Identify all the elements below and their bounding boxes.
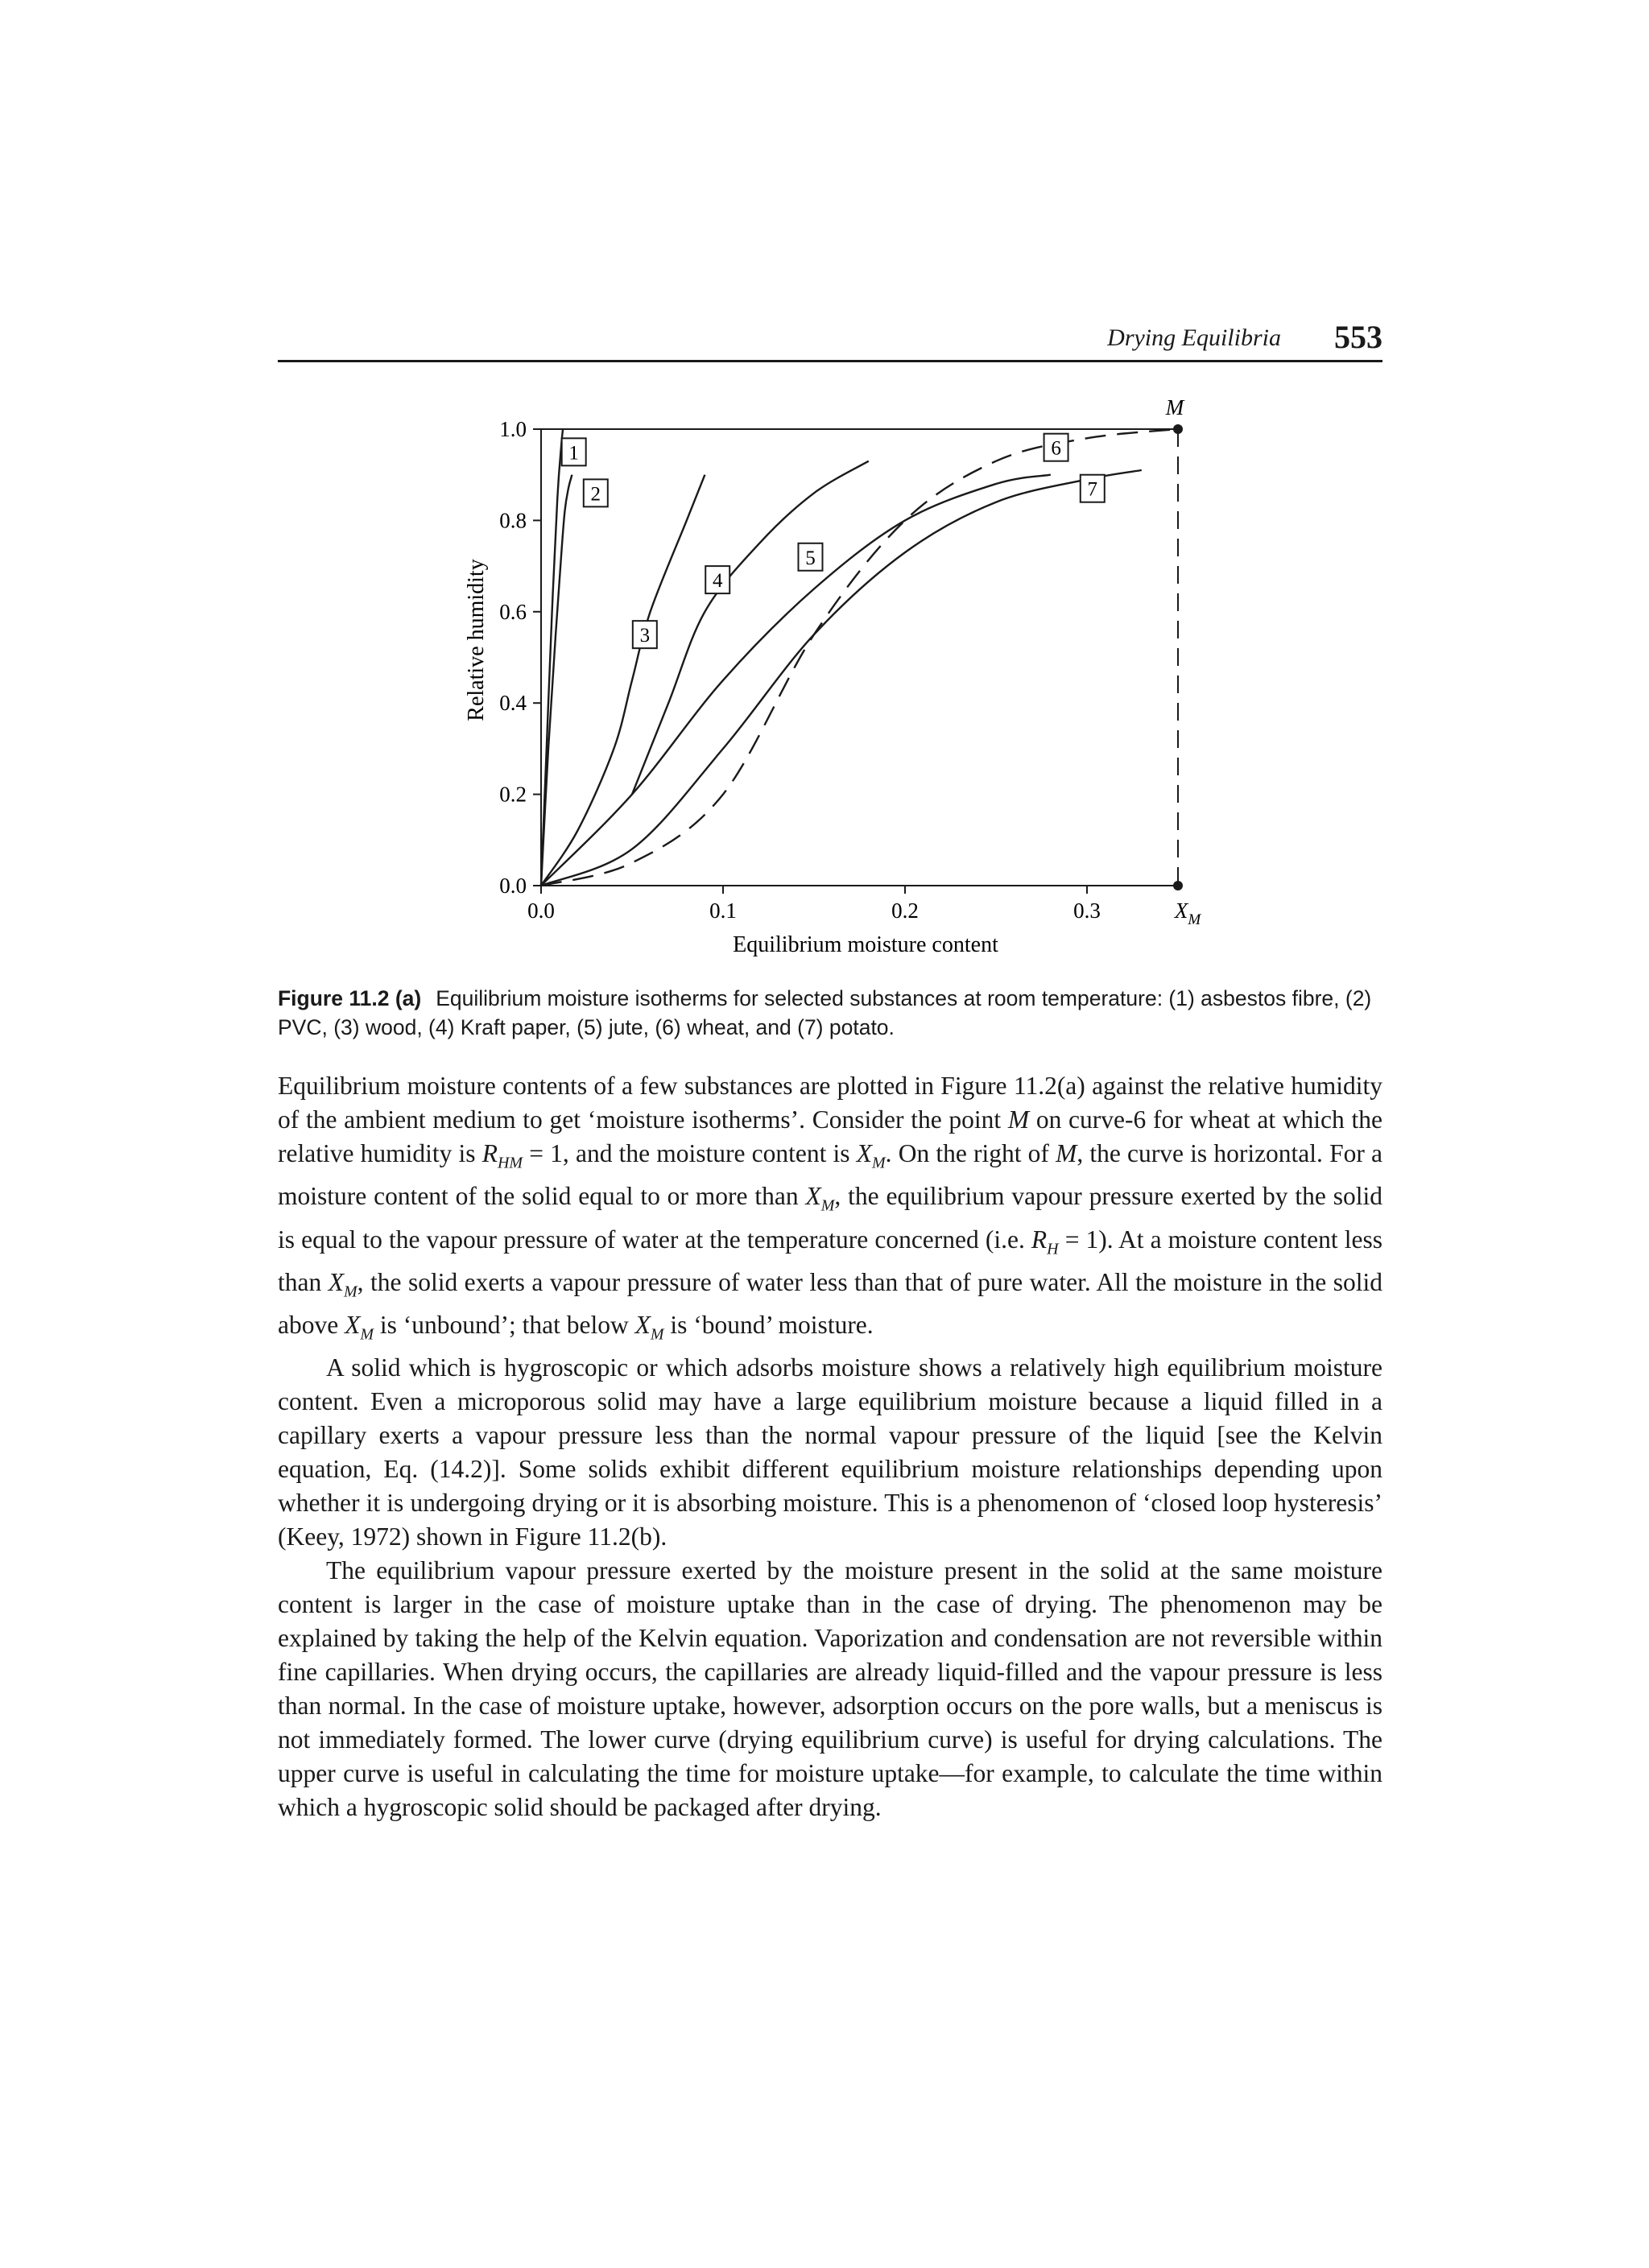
paragraph: The equilibrium vapour pressure exerted by the moisture present in the solid at the same moisture content is larger in the case of moisture uptake than in the case of drying. The phenomenon may be explained by taking the help of the Kelvin equation. Vaporization and condensation are not reversible within fine capillaries. When drying occurs, the capillaries are already liquid-filled and the vapour pressure is less than normal. In the case of moisture uptake, however, adsorption occurs on the pore walls, but a meniscus is not immediately formed. The lower curve (drying equilibrium curve) is useful for drying calculations. The upper curve is useful in calculating the time for moisture uptake—for example, to calculate the time within which a hygroscopic solid should be packaged after drying. <box>278 1556 1382 1822</box>
text-run: is ‘unbound’; that below <box>374 1311 635 1340</box>
x-tick-label: 0.1 <box>709 899 737 923</box>
caption-text: Equilibrium moisture isotherms for selected substances at room temperature: (1) asbestos fibre, (2) PVC, (3) wood, (4) Kraft paper, (5) jute, (6) wheat, and (7) potato. <box>278 986 1372 1039</box>
y-axis-label: Relative humidity <box>464 559 489 721</box>
math-var: M <box>1007 1105 1030 1134</box>
math-var: X <box>328 1267 344 1296</box>
curve-label: 4 <box>712 570 723 593</box>
point-xm-marker <box>1173 881 1183 890</box>
math-subscript: H <box>1047 1239 1059 1258</box>
figure-caption <box>278 984 1382 1042</box>
x-tick-label: 0.0 <box>527 899 555 923</box>
math-var: X <box>345 1311 361 1340</box>
text-run: Equilibrium moisture contents of a few substances are plotted in Figure 11.2(a) against the relative humidity of the ambient medium to get ‘moisture isotherms’. Consider the point <box>278 1072 1382 1134</box>
body-text <box>278 1069 1382 1824</box>
y-tick-label: 0.8 <box>499 508 527 533</box>
running-head: Drying Equilibria <box>1107 324 1281 351</box>
y-tick-label: 0.6 <box>499 599 527 624</box>
x-tick-label: 0.2 <box>891 899 919 923</box>
point-m-label: M <box>1165 395 1184 419</box>
point-m-marker <box>1173 424 1183 434</box>
text-run: , the curve is horizontal. For a moisture content of the solid equal to or more than <box>278 1139 1382 1211</box>
text-run: = 1, and the moisture content is <box>523 1139 857 1167</box>
text-run: is ‘bound’ moisture. <box>663 1311 874 1340</box>
series-line-7 <box>541 470 1142 886</box>
math-var: X <box>634 1311 651 1340</box>
math-var: M <box>1056 1139 1077 1167</box>
math-var: R <box>481 1139 498 1167</box>
y-tick-label: 0.0 <box>499 874 527 898</box>
series-line-5 <box>541 475 1051 886</box>
series-line-3 <box>541 475 705 886</box>
series-line-4 <box>632 461 869 795</box>
x-end-label: $X_M$ <box>1174 899 1201 928</box>
text-run: on curve-6 for wheat at which the relative humidity is <box>278 1105 1382 1167</box>
text-run: , the equilibrium vapour pressure exerted by the solid is equal to the vapour pressure of water at the temperature concerned (i.e. <box>278 1182 1382 1254</box>
math-var: X <box>856 1139 872 1167</box>
y-tick-label: 1.0 <box>499 417 527 441</box>
math-subscript: M <box>871 1154 886 1172</box>
math-subscript: M <box>650 1325 664 1344</box>
curve-label: 7 <box>1087 478 1098 501</box>
curve-label: 2 <box>590 483 601 506</box>
math-var: R <box>1031 1225 1048 1254</box>
x-end-label-subscript: M <box>1188 911 1201 928</box>
text-run: , the solid exerts a vapour pressure of water less than that of pure water. All the moisture in the solid above <box>278 1267 1383 1340</box>
y-tick-label: 0.4 <box>499 691 527 716</box>
curve-label: 5 <box>805 547 816 569</box>
math-subscript: HM <box>497 1154 523 1172</box>
x-axis-label: Equilibrium moisture content <box>733 932 998 957</box>
curve-label: 3 <box>639 625 651 647</box>
paragraph: A solid which is hygroscopic or which adsorbs moisture shows a relatively high equilibrium moisture content. Even a microporous solid may have a large equilibrium moisture because a liquid filled in a capillary exerts a vapour pressure less than the normal vapour pressure of the liquid [see the Kelvin equation, Eq. (14.2)]. Some solids exhibit different equilibrium moisture relationships depending upon whether it is undergoing drying or it is absorbing moisture. This is a phenomenon of ‘closed loop hysteresis’ (Keey, 1972) shown in Figure 11.2(b). <box>278 1353 1382 1551</box>
math-var: X <box>805 1182 821 1211</box>
curve-label: 6 <box>1051 437 1061 460</box>
y-tick-label: 0.2 <box>499 782 527 807</box>
text-run: = 1). At a moisture content less than <box>278 1225 1383 1296</box>
curve-label: 1 <box>568 442 579 465</box>
isotherm-chart <box>435 378 1240 958</box>
page-number: 553 <box>1334 319 1382 355</box>
series-line-2 <box>541 475 572 886</box>
page-header <box>278 318 1382 362</box>
figure-moisture-isotherms <box>435 378 1240 958</box>
x-tick-label: 0.3 <box>1073 899 1101 923</box>
math-subscript: M <box>820 1196 835 1215</box>
text-run: . On the right of <box>885 1139 1056 1167</box>
math-subscript: M <box>343 1283 357 1301</box>
math-subscript: M <box>360 1325 374 1344</box>
paragraph <box>278 1069 1382 1351</box>
figure-label: Figure 11.2 (a) <box>278 986 422 1010</box>
